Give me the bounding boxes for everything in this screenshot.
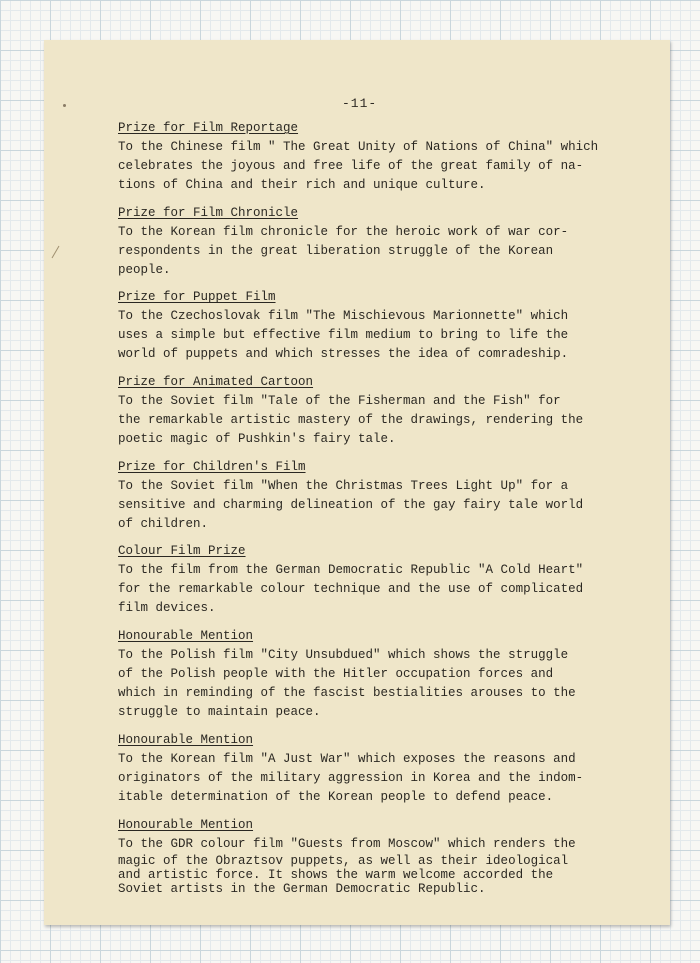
award-entry <box>118 204 618 280</box>
document-body <box>118 119 618 904</box>
award-heading: Prize for Film Chronicle <box>118 205 299 220</box>
award-description <box>118 835 618 896</box>
award-entry <box>118 627 618 722</box>
text-line: and artistic force. It shows the warm welcome accorded the <box>118 867 554 882</box>
text-line: poetic magic of Pushkin's fairy tale. <box>118 432 396 447</box>
text-line: Soviet artists in the German Democratic Republic. <box>118 881 486 896</box>
award-description <box>118 646 618 722</box>
award-description <box>118 561 618 618</box>
award-entry <box>118 542 618 618</box>
text-line: celebrates the joyous and free life of the great family of na- <box>118 159 584 173</box>
award-heading: Prize for Puppet Film <box>118 290 276 305</box>
text-line: To the Soviet film "Tale of the Fisherman and the Fish" for <box>118 394 561 409</box>
text-line: To the Korean film "A Just War" which exposes the reasons and <box>118 751 576 766</box>
paper-sheet <box>44 40 670 925</box>
award-heading: Prize for Animated Cartoon <box>118 375 314 390</box>
award-entry <box>118 458 618 534</box>
award-description <box>118 223 618 280</box>
award-entry <box>118 119 618 195</box>
text-line: tions of China and their rich and unique culture. <box>118 178 486 192</box>
award-entry <box>118 731 618 807</box>
award-description <box>118 307 618 364</box>
text-line: people. <box>118 262 171 277</box>
text-line: To the Korean film chronicle for the heroic work of war cor- <box>118 224 569 239</box>
text-line: itable determination of the Korean people to defend peace. <box>118 789 554 804</box>
text-line: of the Polish people with the Hitler occupation forces and <box>118 667 554 682</box>
text-line: To the Chinese film " The Great Unity of Nations of China" which <box>118 140 599 154</box>
text-line: To the GDR colour film "Guests from Moscow" which renders the <box>118 836 576 851</box>
award-description <box>118 477 618 534</box>
award-heading: Colour Film Prize <box>118 544 246 559</box>
award-description <box>118 138 618 195</box>
award-heading: Prize for Film Reportage <box>118 121 299 135</box>
text-line: To the Polish film "City Unsubdued" which shows the struggle <box>118 648 569 663</box>
award-heading: Honourable Mention <box>118 732 254 747</box>
page-number: -11- <box>342 96 378 111</box>
text-line: for the remarkable colour technique and the use of complicated <box>118 582 584 597</box>
award-entry <box>118 373 618 449</box>
text-line: world of puppets and which stresses the idea of comradeship. <box>118 347 569 362</box>
punch-hole <box>63 104 66 107</box>
text-line: respondents in the great liberation struggle of the Korean <box>118 243 554 258</box>
text-line: uses a simple but effective film medium to bring to life the <box>118 328 569 343</box>
award-entry <box>118 816 618 896</box>
text-line: To the Soviet film "When the Christmas Trees Light Up" for a <box>118 478 569 493</box>
text-line: magic of the Obraztsov puppets, as well as their ideological <box>118 853 569 868</box>
award-heading: Prize for Children's Film <box>118 459 306 474</box>
text-line: To the film from the German Democratic Republic "A Cold Heart" <box>118 563 584 578</box>
text-line: sensitive and charming delineation of the gay fairy tale world <box>118 497 584 512</box>
text-line: of children. <box>118 516 209 531</box>
award-heading: Honourable Mention <box>118 817 254 832</box>
paper-mark <box>52 246 60 259</box>
text-line: To the Czechoslovak film "The Mischievous Marionnette" which <box>118 309 569 324</box>
text-line: film devices. <box>118 601 216 616</box>
text-line: struggle to maintain peace. <box>118 705 321 720</box>
text-line: originators of the military aggression in Korea and the indom- <box>118 770 584 785</box>
award-description <box>118 392 618 449</box>
award-heading: Honourable Mention <box>118 629 254 644</box>
text-line: the remarkable artistic mastery of the drawings, rendering the <box>118 413 584 428</box>
award-entry <box>118 288 618 364</box>
award-description <box>118 750 618 807</box>
text-line: which in reminding of the fascist bestialities arouses to the <box>118 686 576 701</box>
